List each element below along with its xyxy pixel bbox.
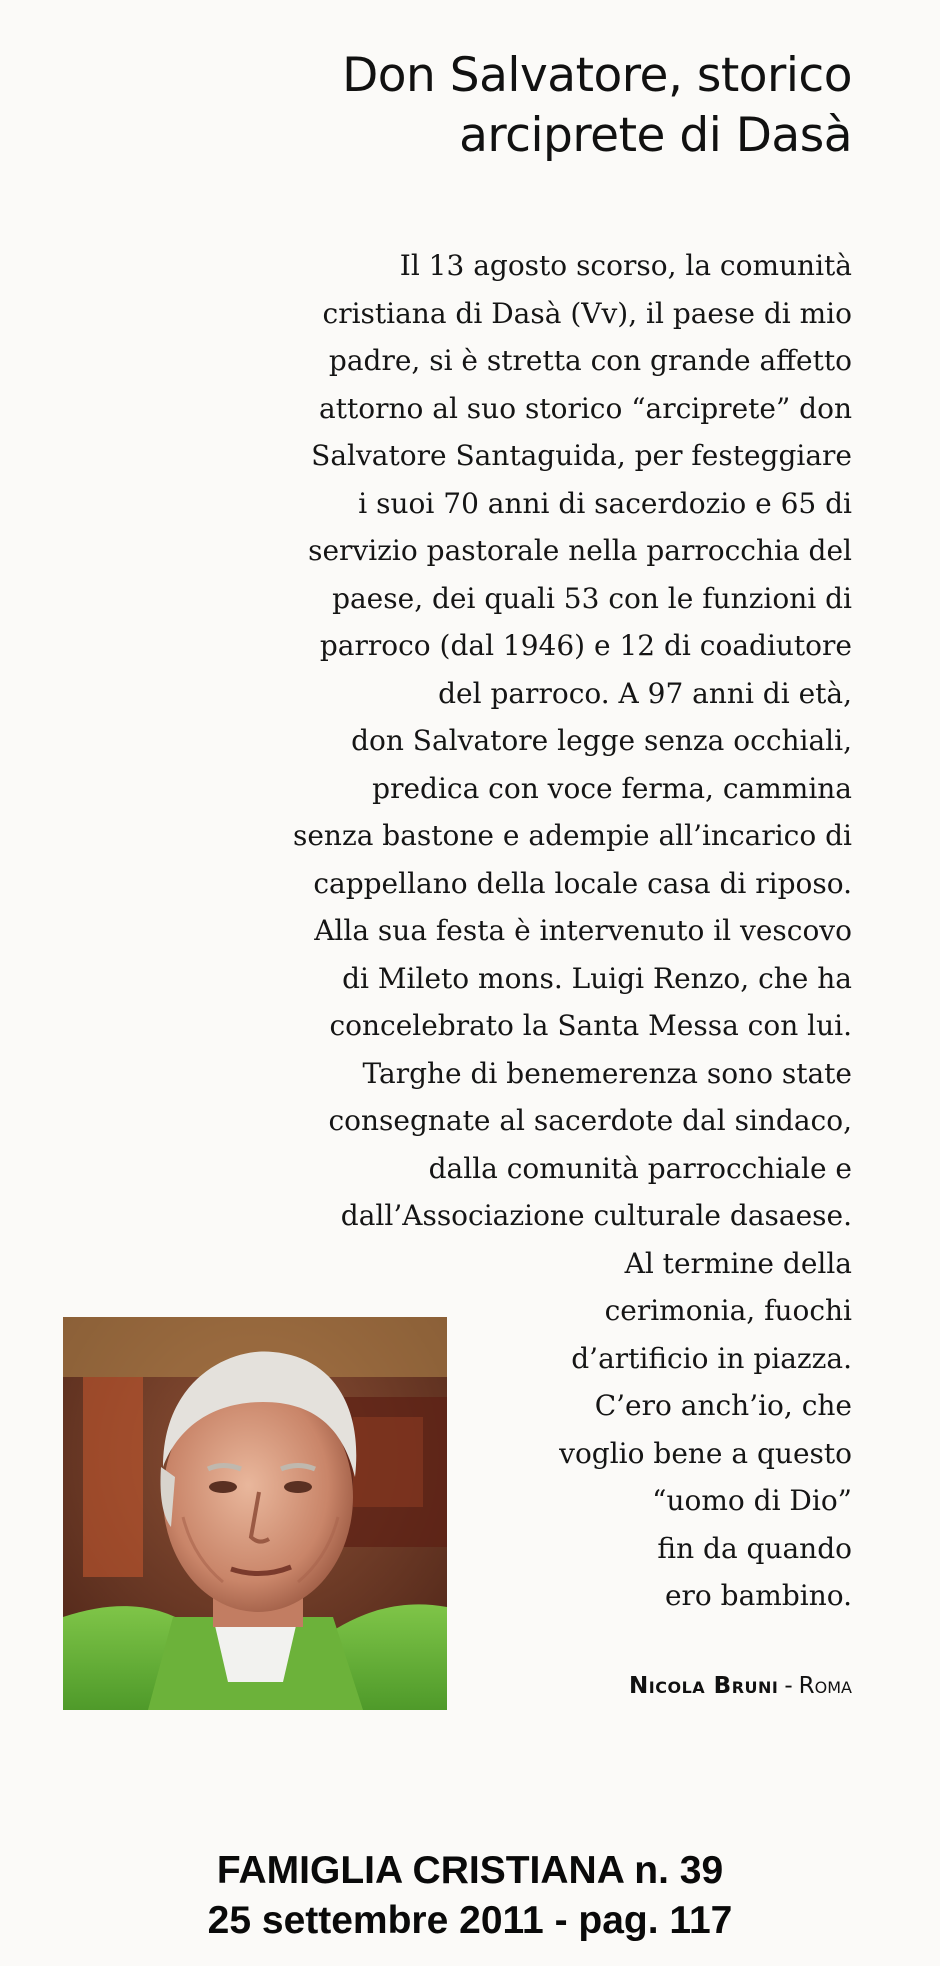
author-signature [629,1668,852,1704]
body-line: dall’Associazione culturale dasaese. [340,1199,852,1232]
body-line: predica con voce ferma, cammina [372,771,852,805]
body-line: “uomo di Dio” [652,1484,852,1517]
body-line: d’artificio in piazza. [571,1341,852,1375]
author-name: Nicola Bruni [629,1673,779,1699]
body-line: cristiana di Dasà (Vv), il paese di mio [322,296,852,330]
body-line: attorno al suo storico “arciprete” don [319,391,852,425]
body-line: Alla sua festa è intervenuto il vescovo [314,914,852,947]
body-line: Salvatore Santaguida, per festeggiare [311,439,852,472]
body-line: voglio bene a questo [559,1436,852,1470]
author-city: Roma [798,1673,852,1699]
priest-photo [63,1317,447,1710]
body-line: cappellano della locale casa di riposo. [313,866,852,900]
body-line: consegnate al sacerdote dal sindaco, [328,1104,852,1137]
article-title [200,46,852,166]
priest-portrait-image [63,1317,447,1710]
body-line: concelebrato la Santa Messa con lui. [329,1009,852,1042]
source-caption [0,1846,940,1946]
body-line: i suoi 70 anni di sacerdozio e 65 di [358,486,852,520]
body-line: paese, dei quali 53 con le funzioni di [332,581,852,615]
body-line: di Mileto mons. Luigi Renzo, che ha [342,961,852,995]
title-line: arciprete di Dasà [459,108,852,163]
title-line: Don Salvatore, storico [342,48,852,103]
body-line: ero bambino. [664,1579,852,1612]
body-line: cerimonia, fuochi [604,1294,852,1327]
body-line: don Salvatore legge senza occhiali, [351,724,852,757]
signature-separator: - [784,1673,793,1699]
body-line: del parroco. A 97 anni di età, [438,676,852,710]
body-line: senza bastone e adempie all’incarico di [292,819,852,852]
body-line: C’ero anch’io, che [594,1389,852,1422]
body-line: padre, si è stretta con grande affetto [328,344,852,377]
body-line: parroco (dal 1946) e 12 di coadiutore [319,629,852,662]
body-line: Al termine della [624,1246,852,1280]
body-line: servizio pastorale nella parrocchia del [308,534,852,567]
source-magazine-issue: FAMIGLIA CRISTIANA n. 39 [216,1849,724,1892]
body-line: dalla comunità parrocchiale e [428,1151,852,1185]
body-line: fin da quando [657,1531,852,1565]
body-line: Il 13 agosto scorso, la comunità [399,249,852,282]
body-line: Targhe di benemerenza sono state [362,1056,852,1090]
source-date-page: 25 settembre 2011 - pag. 117 [207,1899,733,1942]
